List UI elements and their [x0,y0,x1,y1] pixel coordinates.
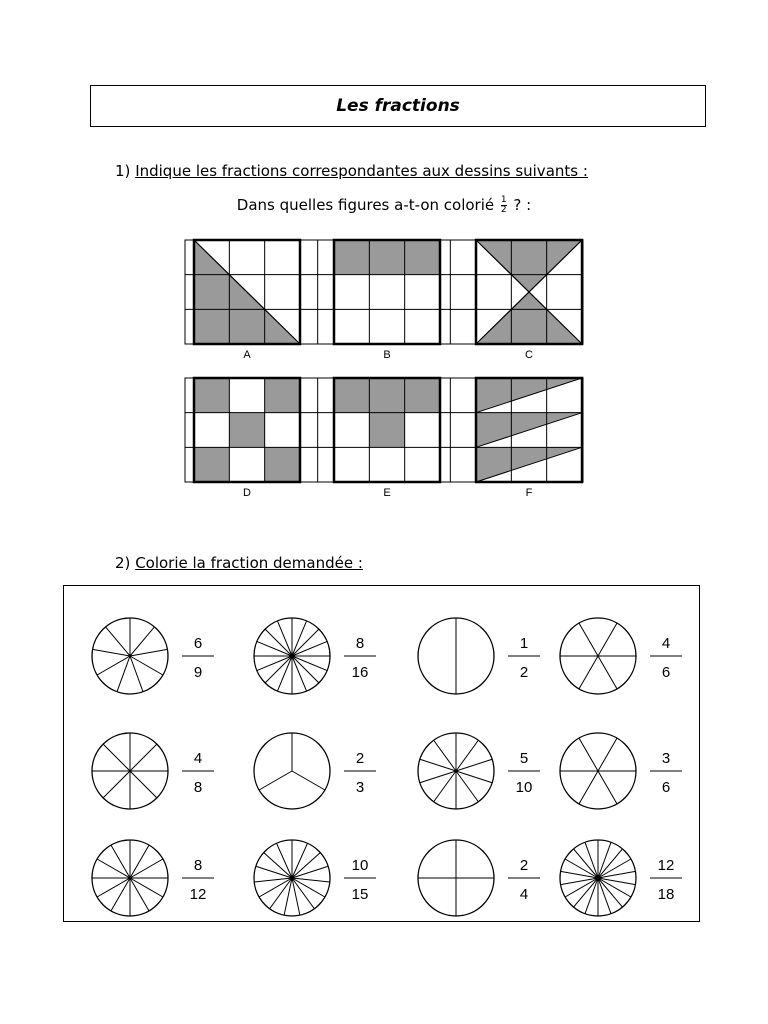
fraction-circle-11[interactable] [418,840,540,916]
fraction-denominator: 3 [355,779,365,796]
page-title: Les fractions [336,96,460,116]
fraction-denominator: 6 [661,664,671,681]
fraction-numerator: 3 [661,750,671,767]
fraction-denominator: 2 [519,664,529,681]
figure-label: F [525,487,533,499]
figure-label: A [243,349,251,361]
subtitle-end: ? : [513,196,532,214]
subtitle-text: Dans quelles figures a-t-on colorié [236,196,495,214]
fraction-numerator: 4 [193,750,203,767]
figure-label: E [383,487,391,499]
fraction-circle-4[interactable] [560,618,682,694]
fraction-circle-6[interactable] [254,733,376,809]
fraction-circle-10[interactable] [254,840,376,916]
fraction-denominator: 15 [351,886,369,903]
fraction-numerator: 4 [661,635,671,652]
fraction-numerator: 5 [519,750,529,767]
fraction-numerator: 8 [193,857,203,874]
fraction-numerator: 6 [193,635,203,652]
fraction-denominator: 6 [661,779,671,796]
fraction-numerator: 8 [355,635,365,652]
fraction-numerator: 2 [519,857,529,874]
question-1-number: 1) [115,162,131,180]
fraction-circle-8[interactable] [560,733,682,809]
figure-label: B [383,349,391,361]
inline-fraction-den: 2 [500,205,507,215]
fraction-circle-1[interactable] [92,618,214,694]
fraction-circle-12[interactable] [560,840,682,916]
figure-label: D [243,487,251,499]
fraction-numerator: 1 [519,635,529,652]
fraction-circle-9[interactable] [92,840,214,916]
fraction-numerator: 10 [351,857,369,874]
fraction-circle-7[interactable] [418,733,540,809]
fraction-denominator: 12 [189,886,207,903]
fraction-numerator: 12 [657,857,675,874]
figure-label: C [525,349,533,361]
question-2-text: Colorie la fraction demandée : [135,554,363,572]
fraction-numerator: 2 [355,750,365,767]
fraction-denominator: 16 [351,664,369,681]
fraction-denominator: 4 [519,886,529,903]
fraction-denominator: 9 [193,664,203,681]
fraction-denominator: 10 [515,779,533,796]
question-2-number: 2) [115,554,131,572]
inline-fraction-num: 1 [500,195,507,205]
fraction-circle-3[interactable] [418,618,540,694]
fraction-denominator: 8 [193,779,203,796]
question-1-text: Indique les fractions correspondantes aux dessins suivants : [135,162,588,180]
fraction-circle-2[interactable] [254,618,376,694]
fraction-denominator: 18 [657,886,675,903]
fraction-circle-5[interactable] [92,733,214,809]
